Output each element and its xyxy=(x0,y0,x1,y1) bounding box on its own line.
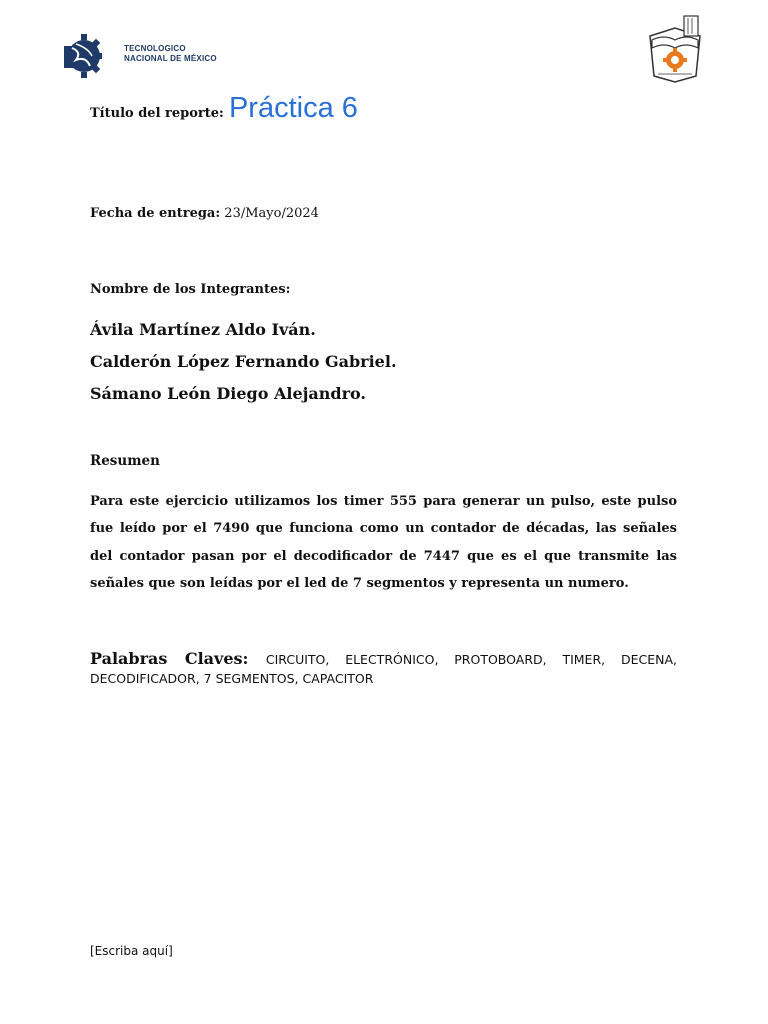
keywords-paragraph xyxy=(90,649,677,688)
member-name: Calderón López Fernando Gabriel. xyxy=(90,352,397,371)
member-name: Sámano León Diego Alejandro. xyxy=(90,384,366,403)
keywords-list: CIRCUITO, ELECTRÓNICO, PROTOBOARD, TIMER, DECENA, DECODIFICADOR, 7 SEGMENTOS, CAPACITOR xyxy=(90,652,677,686)
summary-heading: Resumen xyxy=(90,453,160,469)
report-title-value: Práctica 6 xyxy=(228,92,358,124)
delivery-date-line xyxy=(90,206,319,221)
delivery-date-value: 23/Mayo/2024 xyxy=(224,206,319,221)
institute-crest-icon xyxy=(644,14,706,84)
report-title-label: Título del reporte: xyxy=(90,106,224,121)
logo-text-line2: NACIONAL DE MÉXICO xyxy=(124,54,217,63)
summary-paragraph: Para este ejercicio utilizamos los timer 555 para generar un pulso, este pulso fue leído por el 7490 que funciona como un contador de décadas, las señales del contador pasan por el decodificador de 7447 que es el que transmite las señales que son leídas por el led de 7 segmentos y representa un numero. xyxy=(90,494,677,591)
member-name: Ávila Martínez Aldo Iván. xyxy=(90,320,316,339)
delivery-date-label: Fecha de entrega: xyxy=(90,206,221,221)
keywords-label: Palabras Claves: xyxy=(90,649,266,668)
members-label: Nombre de los Integrantes: xyxy=(90,282,291,297)
report-title-line xyxy=(90,92,358,125)
footer-placeholder[interactable]: [Escriba aquí] xyxy=(90,944,173,958)
tecnm-logo-text xyxy=(124,44,217,64)
logo-text-line1: TECNOLOGICO xyxy=(124,44,186,53)
